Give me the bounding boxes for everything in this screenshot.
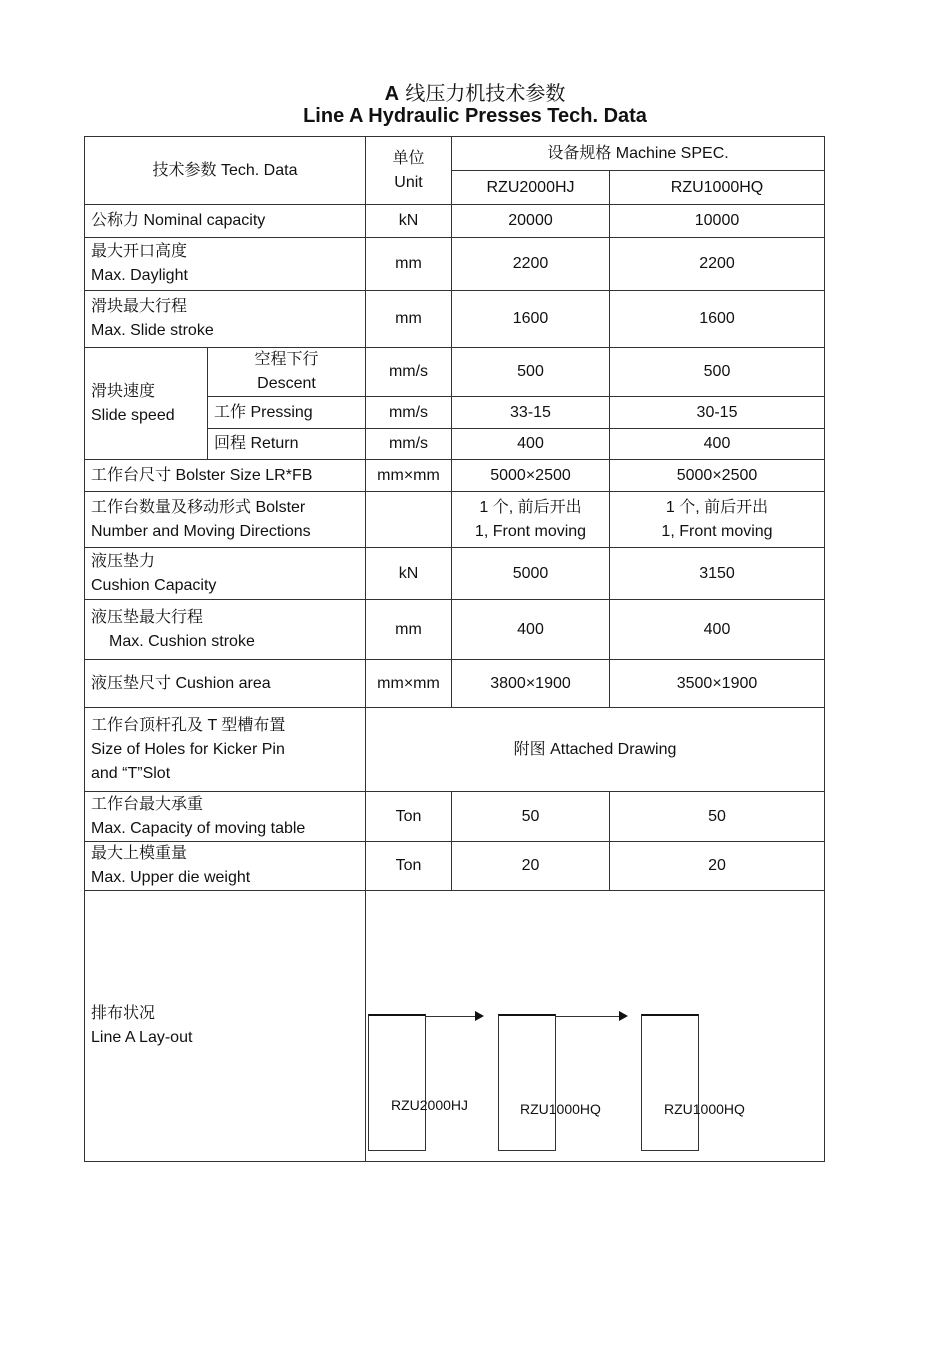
return-label: 回程 Return — [208, 429, 366, 460]
value-1: 50 — [452, 792, 610, 842]
arrow-1-line — [425, 1016, 477, 1017]
label-en-2: and “T”Slot — [91, 764, 171, 782]
arrow-1-head — [475, 1011, 484, 1021]
unit: mm/s — [366, 348, 452, 397]
label: 公称力 Nominal capacity — [85, 205, 366, 238]
label-en-text: Max. Cushion stroke — [109, 632, 255, 650]
label — [85, 492, 366, 548]
value-en: 1, Front moving — [474, 522, 587, 540]
row-cushion-stroke — [85, 600, 825, 660]
unit: mm — [366, 291, 452, 348]
label-en: Max. Upper die weight — [91, 869, 251, 886]
unit: mm/s — [366, 397, 452, 429]
row-bolster-size — [85, 460, 825, 492]
arrow-2-head — [619, 1011, 628, 1021]
row-layout — [85, 891, 825, 1162]
label-en: Slide speed — [91, 406, 175, 424]
value-2: 500 — [610, 348, 825, 397]
title-cn: 线压力机技术参数 — [405, 81, 566, 105]
header-unit-cn: 单位 — [392, 149, 425, 167]
unit: Ton — [366, 842, 452, 891]
tech-data-table — [84, 136, 825, 1162]
unit: mm/s — [366, 429, 452, 460]
value-2: 50 — [610, 792, 825, 842]
row-bolster-number — [85, 492, 825, 548]
value-1: 3800×1900 — [452, 660, 610, 708]
value-2: 400 — [610, 429, 825, 460]
value-2: 3500×1900 — [610, 660, 825, 708]
arrow-2-line — [555, 1016, 621, 1017]
press-label-2: RZU1000HQ — [520, 1101, 601, 1117]
row-table-capacity — [85, 792, 825, 842]
unit — [366, 492, 452, 548]
label-cn: 最大上模重量 — [91, 845, 188, 862]
press-box-1 — [368, 1014, 426, 1151]
value-2: 3150 — [610, 548, 825, 600]
unit: kN — [366, 548, 452, 600]
descent-label — [208, 348, 366, 397]
header-row-1 — [85, 137, 825, 171]
value-2: 30-15 — [610, 397, 825, 429]
label-cn: 滑块最大行程 — [91, 298, 188, 315]
unit: mm×mm — [366, 460, 452, 492]
label — [85, 291, 366, 348]
label-cn: 工作台顶杆孔及 T 型槽布置 — [91, 716, 286, 734]
label-en: Max. Daylight — [91, 267, 188, 284]
unit: Ton — [366, 792, 452, 842]
unit: kN — [366, 205, 452, 238]
value-1: 20000 — [452, 205, 610, 238]
value-1: 20 — [452, 842, 610, 891]
label — [85, 548, 366, 600]
label-cn: 空程下行 — [254, 351, 319, 368]
label-cn: 工作台最大承重 — [91, 795, 204, 813]
label-cn: 液压垫力 — [91, 552, 156, 570]
title-prefix: A — [384, 83, 400, 105]
speed-label — [85, 348, 208, 460]
press-label-1: RZU2000HJ — [391, 1097, 469, 1113]
label: 液压垫尺寸 Cushion area — [85, 660, 366, 708]
label-en — [91, 630, 359, 654]
label-cn: 液压垫最大行程 — [91, 608, 204, 626]
label-en: Descent — [257, 375, 316, 392]
value-1: 2200 — [452, 238, 610, 291]
label-cn: 滑块速度 — [91, 382, 156, 400]
header-model-1: RZU2000HJ — [452, 171, 610, 205]
value-2: 5000×2500 — [610, 460, 825, 492]
value-1 — [452, 492, 610, 548]
press-box-3 — [641, 1014, 699, 1151]
label — [85, 600, 366, 660]
value-1: 400 — [452, 429, 610, 460]
value-cn: 1 个, 前后开出 — [665, 498, 769, 516]
label-en-1: Size of Holes for Kicker Pin — [91, 740, 285, 758]
row-kicker-holes — [85, 708, 825, 792]
label — [85, 708, 366, 792]
label-cn: 最大开口高度 — [91, 243, 188, 260]
unit: mm — [366, 600, 452, 660]
label-en: Number and Moving Directions — [91, 522, 311, 540]
label — [85, 891, 366, 1162]
value-1: 33-15 — [452, 397, 610, 429]
unit: mm×mm — [366, 660, 452, 708]
value-1: 5000×2500 — [452, 460, 610, 492]
press-box-2 — [498, 1014, 556, 1151]
label-en: Line A Lay-out — [91, 1029, 193, 1046]
layout-cell — [366, 891, 825, 1162]
row-cushion-capacity — [85, 548, 825, 600]
label — [85, 842, 366, 891]
row-upper-die — [85, 842, 825, 891]
value-2: 10000 — [610, 205, 825, 238]
layout-diagram — [366, 891, 819, 1161]
label-en: Max. Slide stroke — [91, 322, 214, 339]
value-1: 400 — [452, 600, 610, 660]
label-cn: 工作台数量及移动形式 Bolster — [91, 498, 306, 516]
value-2 — [610, 492, 825, 548]
value-1: 5000 — [452, 548, 610, 600]
label-en: Max. Capacity of moving table — [91, 819, 306, 837]
row-cushion-area — [85, 660, 825, 708]
header-tech-data: 技术参数 Tech. Data — [85, 137, 366, 205]
row-daylight — [85, 238, 825, 291]
label — [85, 238, 366, 291]
value-1: 500 — [452, 348, 610, 397]
value-en: 1, Front moving — [661, 522, 773, 540]
page-title-en: Line A Hydraulic Presses Tech. Data — [303, 105, 647, 127]
label: 工作台尺寸 Bolster Size LR*FB — [85, 460, 366, 492]
pressing-label: 工作 Pressing — [208, 397, 366, 429]
label-en: Cushion Capacity — [91, 576, 217, 594]
row-nominal-capacity — [85, 205, 825, 238]
header-model-2: RZU1000HQ — [610, 171, 825, 205]
header-spec: 设备规格 Machine SPEC. — [452, 137, 825, 171]
header-unit — [366, 137, 452, 205]
attached-drawing: 附图 Attached Drawing — [366, 708, 825, 792]
row-speed-descent — [85, 348, 825, 397]
label-cn: 排布状况 — [91, 1005, 156, 1022]
value-1: 1600 — [452, 291, 610, 348]
value-2: 1600 — [610, 291, 825, 348]
row-slide-stroke — [85, 291, 825, 348]
label — [85, 792, 366, 842]
header-unit-en: Unit — [394, 173, 423, 191]
value-cn: 1 个, 前后开出 — [479, 498, 582, 516]
value-2: 400 — [610, 600, 825, 660]
unit: mm — [366, 238, 452, 291]
value-2: 2200 — [610, 238, 825, 291]
press-label-3: RZU1000HQ — [664, 1101, 745, 1117]
value-2: 20 — [610, 842, 825, 891]
